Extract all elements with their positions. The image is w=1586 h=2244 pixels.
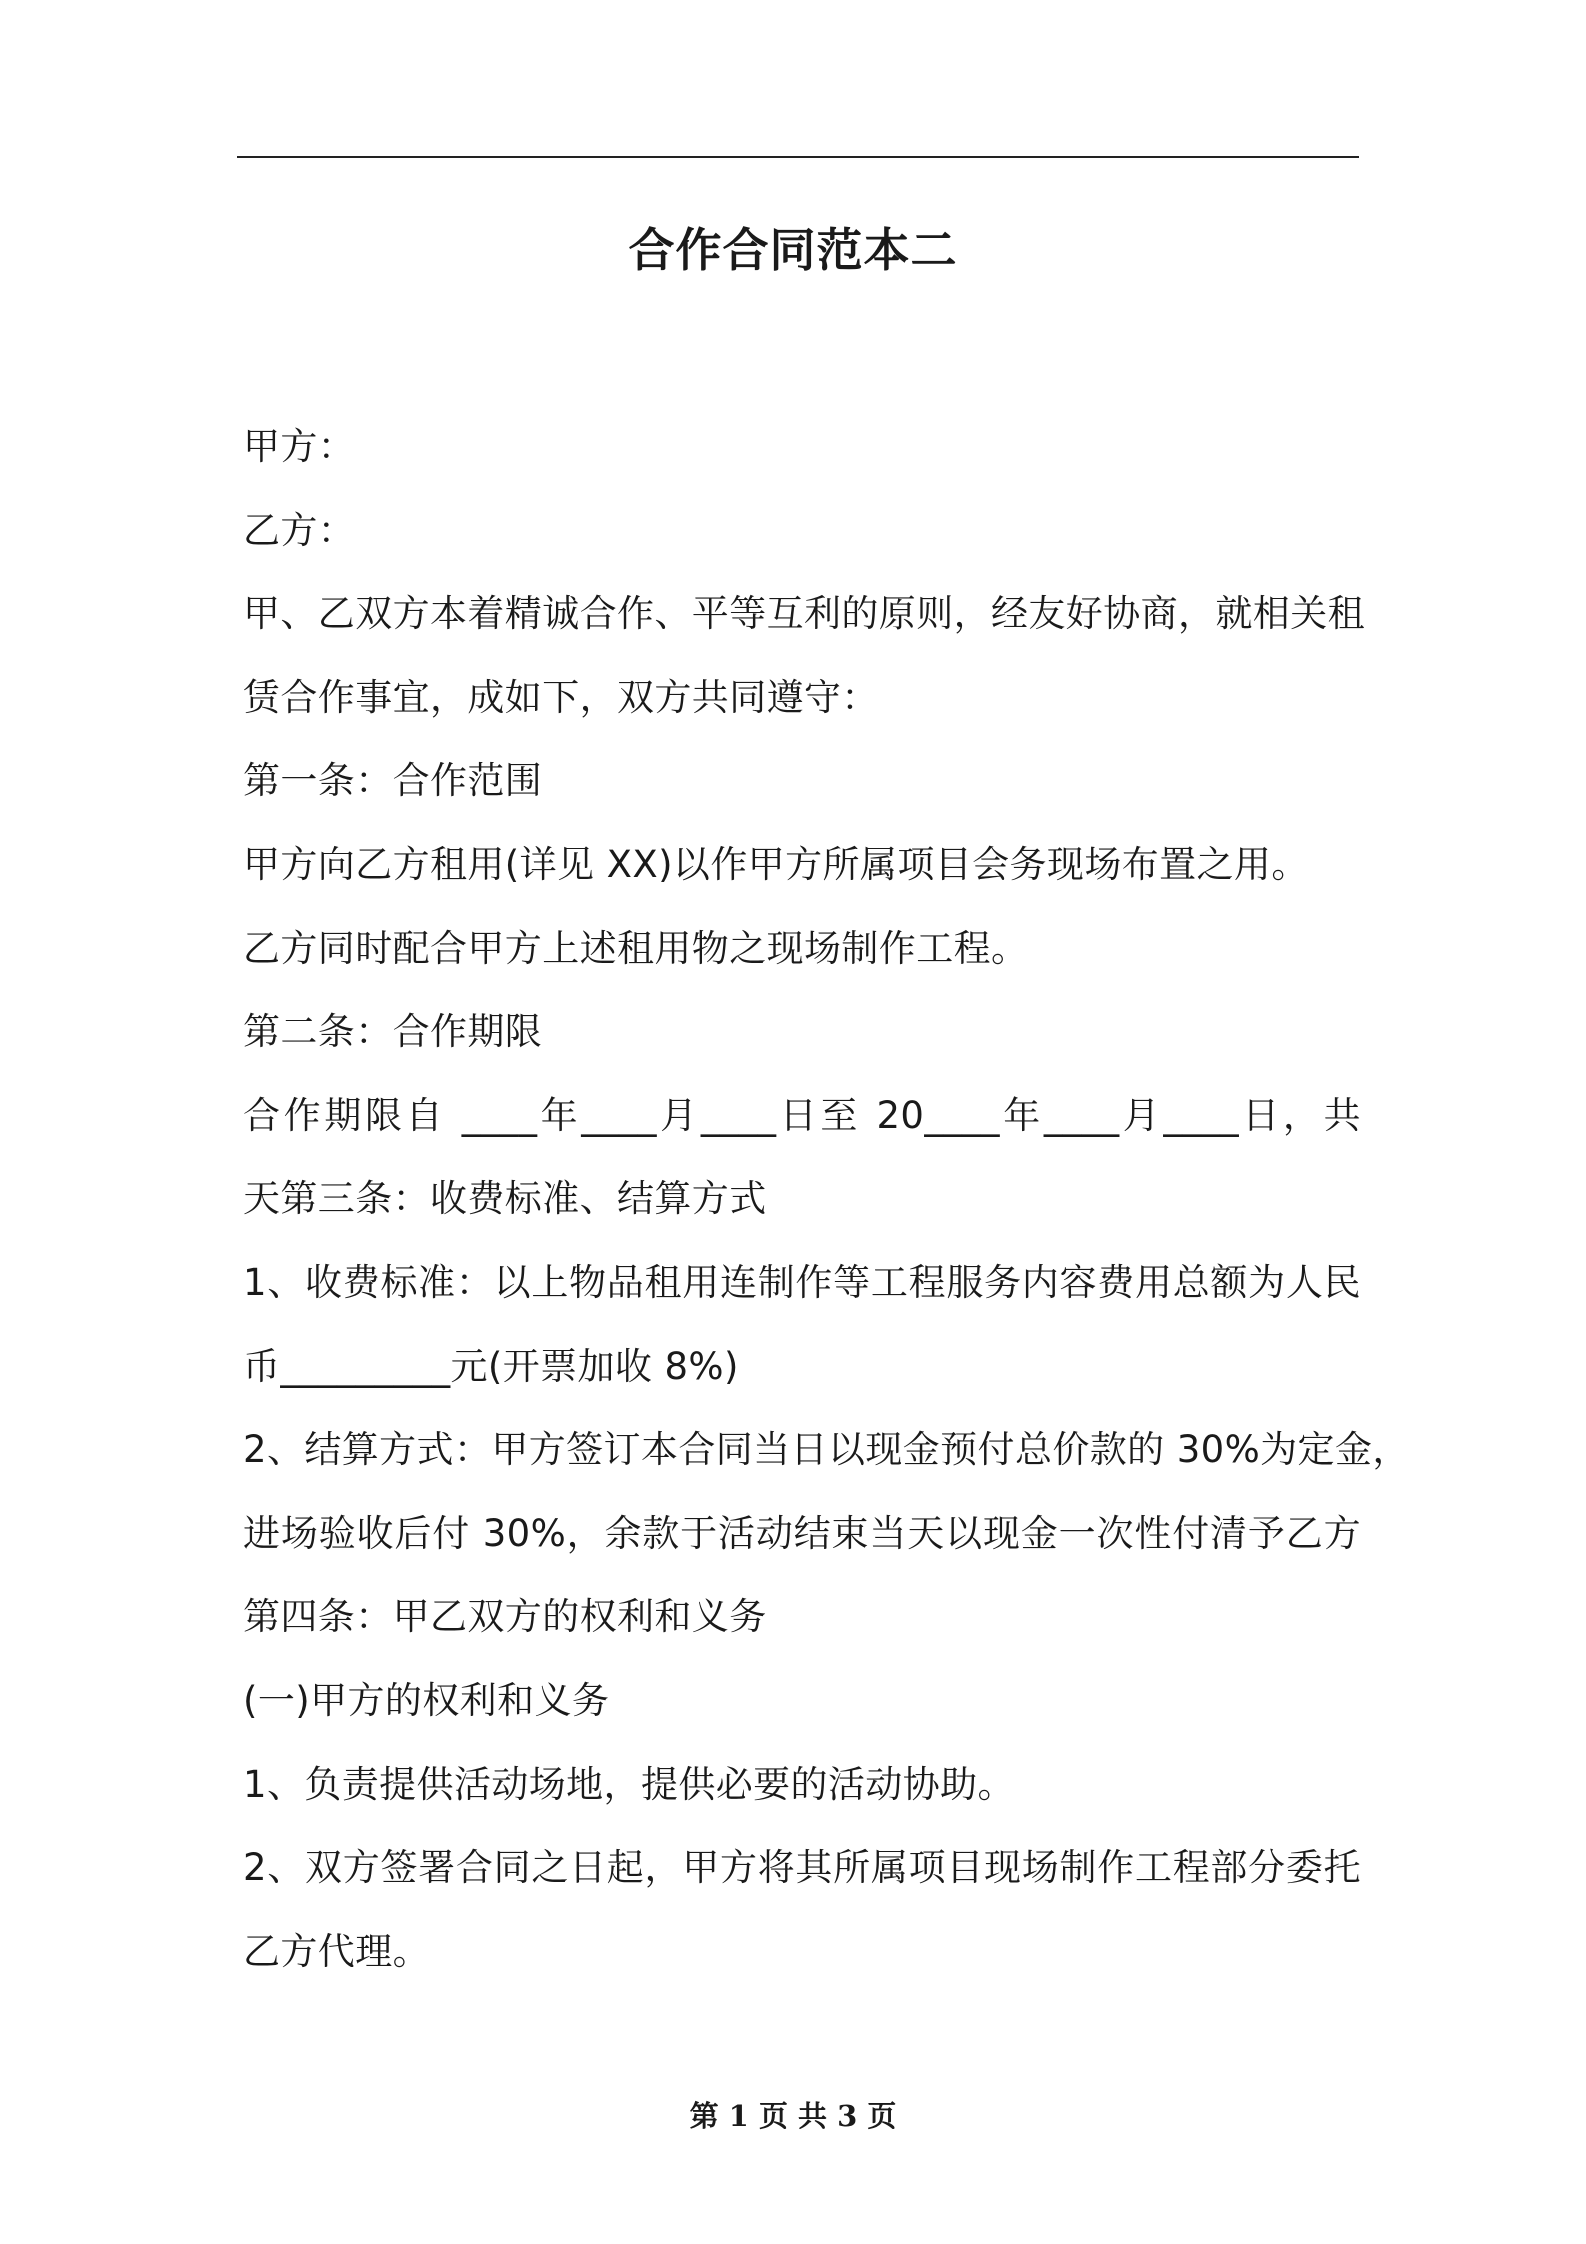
text-line: (一)甲方的权利和义务: [243, 1678, 610, 1722]
text-line: 第一条：合作范围: [243, 759, 543, 803]
text-line: 赁合作事宜，成如下，双方共同遵守：: [243, 675, 879, 719]
document-body: [243, 405, 1410, 1993]
text-line: 2、结算方式：甲方签订本合同当日以现金预付总价款的 30%为定金，: [243, 1428, 1410, 1472]
text-line: 2、双方签署合同之日起，甲方将其所属项目现场制作工程部分委托: [243, 1846, 1361, 1890]
text-line: 第二条：合作期限: [243, 1010, 543, 1054]
text-line: 甲方：: [243, 425, 356, 468]
text-line: 进场验收后付 30%，余款于活动结束当天以现金一次性付清予乙方: [243, 1511, 1361, 1555]
text-line: 乙方同时配合甲方上述租用物之现场制作工程。: [243, 926, 1029, 970]
text-line: 乙方：: [243, 508, 356, 552]
text-line: 合作期限自 ____年____月____日至 20____年____月____日，共: [243, 1093, 1361, 1137]
text-line: 第四条：甲乙双方的权利和义务: [243, 1595, 767, 1639]
text-line: 天第三条：收费标准、结算方式: [243, 1177, 767, 1221]
document-title: 合作合同范本二: [628, 223, 958, 277]
text-line: 甲方向乙方租用(详见 XX)以作甲方所属项目会务现场布置之用。: [243, 842, 1309, 886]
header-rule: [237, 156, 1359, 158]
text-line: 甲、乙双方本着精诚合作、平等互利的原则，经友好协商，就相关租: [243, 592, 1365, 636]
page-number: 第 1 页 共 3 页: [689, 2099, 897, 2133]
text-line: 1、负责提供活动场地，提供必要的活动协助。: [243, 1762, 1015, 1806]
text-line: 1、收费标准：以上物品租用连制作等工程服务内容费用总额为人民: [243, 1260, 1361, 1304]
text-line: 乙方代理。: [243, 1929, 430, 1973]
text-line: 币_________元(开票加收 8%): [243, 1344, 739, 1388]
